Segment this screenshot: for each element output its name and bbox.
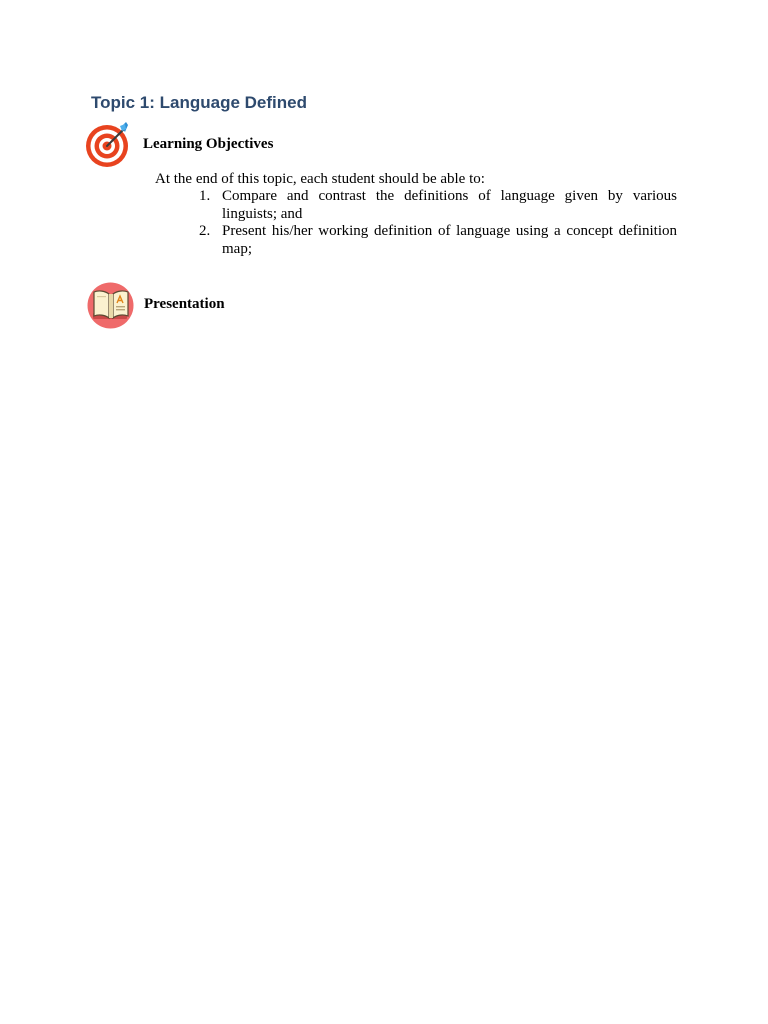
objective-number: 1. bbox=[199, 188, 211, 204]
presentation-heading: Presentation bbox=[144, 296, 225, 312]
objective-item bbox=[199, 223, 677, 258]
objectives-list bbox=[199, 188, 677, 258]
objective-text: Present his/her working definition of language using a concept definition map; bbox=[222, 223, 677, 257]
objective-item bbox=[199, 188, 677, 223]
objective-number: 2. bbox=[199, 223, 211, 239]
objectives-intro: At the end of this topic, each student should be able to: bbox=[155, 171, 485, 187]
objective-text: Compare and contrast the definitions of language given by various linguists; and bbox=[222, 188, 677, 222]
topic-title: Topic 1: Language Defined bbox=[91, 93, 307, 112]
target-icon bbox=[84, 121, 132, 169]
learning-objectives-heading: Learning Objectives bbox=[143, 136, 274, 152]
book-icon bbox=[87, 282, 134, 329]
